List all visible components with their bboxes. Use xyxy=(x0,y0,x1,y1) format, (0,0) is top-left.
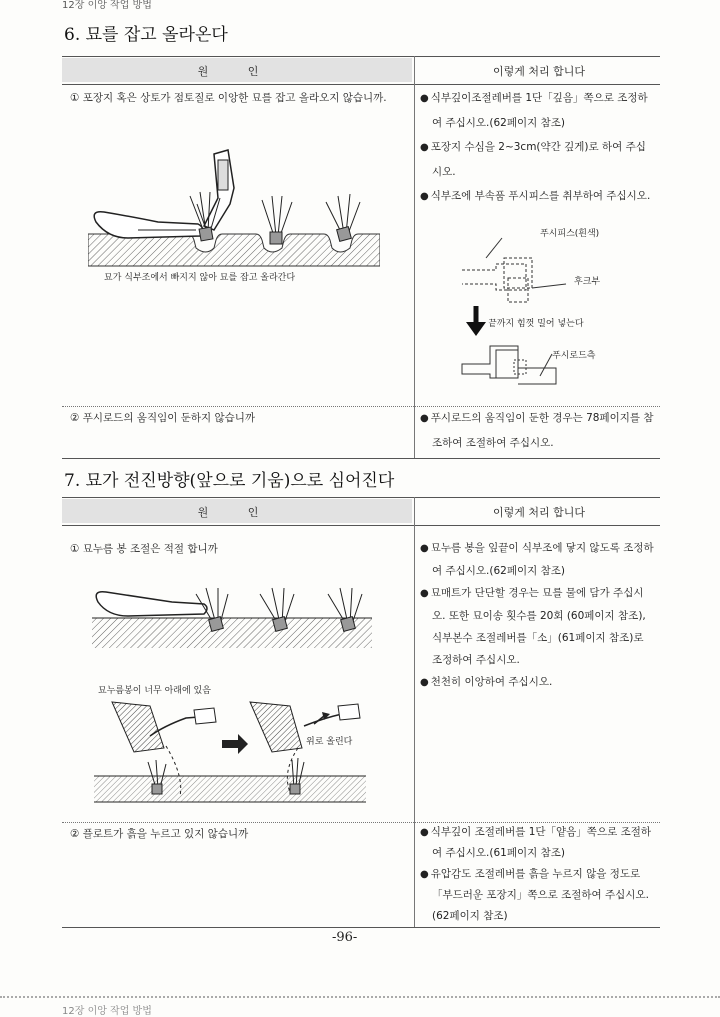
s7-row2-fix-1: ● 식부깊이 조절레버를 1단「얕음」쪽으로 조절하여 주십시오.(61페이지 참조) xyxy=(420,822,656,864)
s6-header-cause: 원 인 xyxy=(197,65,277,78)
s6-fix-1: ● 식부깊이조절레버를 1단「깊음」쪽으로 조정하여 주십시오.(62페이지 참조) xyxy=(420,86,656,135)
page-header: 12장 이앙 작업 방법 xyxy=(62,0,152,11)
insert-label: 끝까지 힘껏 밀어 넣는다 xyxy=(488,319,584,329)
section6-title: 6. 묘를 잡고 올라온다 xyxy=(64,25,228,45)
seedling-forward-illustration xyxy=(92,580,372,650)
s6-illus-caption: 묘가 식부조에서 빠지지 않아 묘를 잡고 올라간다 xyxy=(104,273,296,283)
press-rod-adjust-illustration xyxy=(94,696,366,806)
footer-bleed-text: 12장 이앙 작업 방법 xyxy=(62,1006,152,1017)
s7-col-divider xyxy=(414,497,415,927)
s7-fix-3: ● 천천히 이앙하여 주십시오. xyxy=(420,671,656,694)
s7-fix-1: ● 묘누름 봉을 잎끝이 식부조에 닿지 않도록 조정하여 주십시오.(62페이지 참조) xyxy=(420,537,656,582)
s7-row1-cause: ① 묘누름 봉 조절은 적절 합니까 xyxy=(70,543,218,555)
s6-col-divider xyxy=(414,56,415,458)
hook-label: 후크부 xyxy=(574,277,601,287)
pushpiece-label: 푸시피스(흰색) xyxy=(540,229,600,239)
section7-title: 7. 묘가 전진방향(앞으로 기움)으로 심어진다 xyxy=(64,471,395,491)
s6-row2-fix: ● 푸시로드의 움직임이 둔한 경우는 78페이지를 참조하여 조절하여 주십시오. xyxy=(420,406,656,455)
s6-header-fix: 이렇게 처리 합니다 xyxy=(492,65,585,78)
s6-row2-cause: ② 푸시로드의 움직임이 둔하지 않습니까 xyxy=(70,412,256,424)
s6-row1-cause: ① 포장지 혹은 상토가 점토질로 이앙한 묘를 잡고 올라오지 않습니까. xyxy=(70,92,387,104)
s7-row2-fixes xyxy=(420,822,656,927)
s6-fix-2: ● 포장지 수심을 2~3cm(약간 깊게)로 하여 주십시오. xyxy=(420,135,656,184)
s7-header-fix: 이렇게 처리 합니다 xyxy=(492,506,585,519)
s6-fix-3: ● 식부조에 부속품 푸시피스를 취부하여 주십시오. xyxy=(420,184,656,209)
s7-bottom-rule xyxy=(62,927,660,928)
s7-header-cause: 원 인 xyxy=(197,506,277,519)
s6-header-rule xyxy=(62,84,660,85)
s6-bottom-rule xyxy=(62,458,660,459)
s6-top-rule xyxy=(62,56,660,57)
s7-header-rule xyxy=(62,525,660,526)
s7-row2-fix-2: ● 유압감도 조절레버를 흙을 누르지 않을 정도로「부드러운 포장지」쪽으로 조절하여 주십시오.(62페이지 참조) xyxy=(420,864,656,927)
s7-fix-2: ● 묘매트가 단단할 경우는 묘를 물에 담가 주십시오. 또한 묘이송 횟수를 20회 (60페이지 참조), 식부본수 조절레버를「소」(61페이지 참조)로 조정하여 주십시오. xyxy=(420,582,656,671)
seedling-pullup-illustration xyxy=(88,148,380,288)
footer-bleed-rule xyxy=(0,996,720,998)
too-low-label: 묘누름봉이 너무 아래에 있음 xyxy=(98,686,211,696)
raise-label: 위로 올린다 xyxy=(306,737,353,747)
rod-label: 푸시로드측 xyxy=(552,351,596,361)
s6-row1-fixes xyxy=(420,86,656,209)
s7-top-rule xyxy=(62,497,660,498)
page-number: -96- xyxy=(332,930,358,945)
s7-row2-cause: ② 플로트가 흙을 누르고 있지 않습니까 xyxy=(70,828,249,840)
s7-row1-fixes xyxy=(420,537,656,694)
s6-row2-fix-block xyxy=(420,406,656,455)
push-piece-diagram xyxy=(456,228,656,398)
